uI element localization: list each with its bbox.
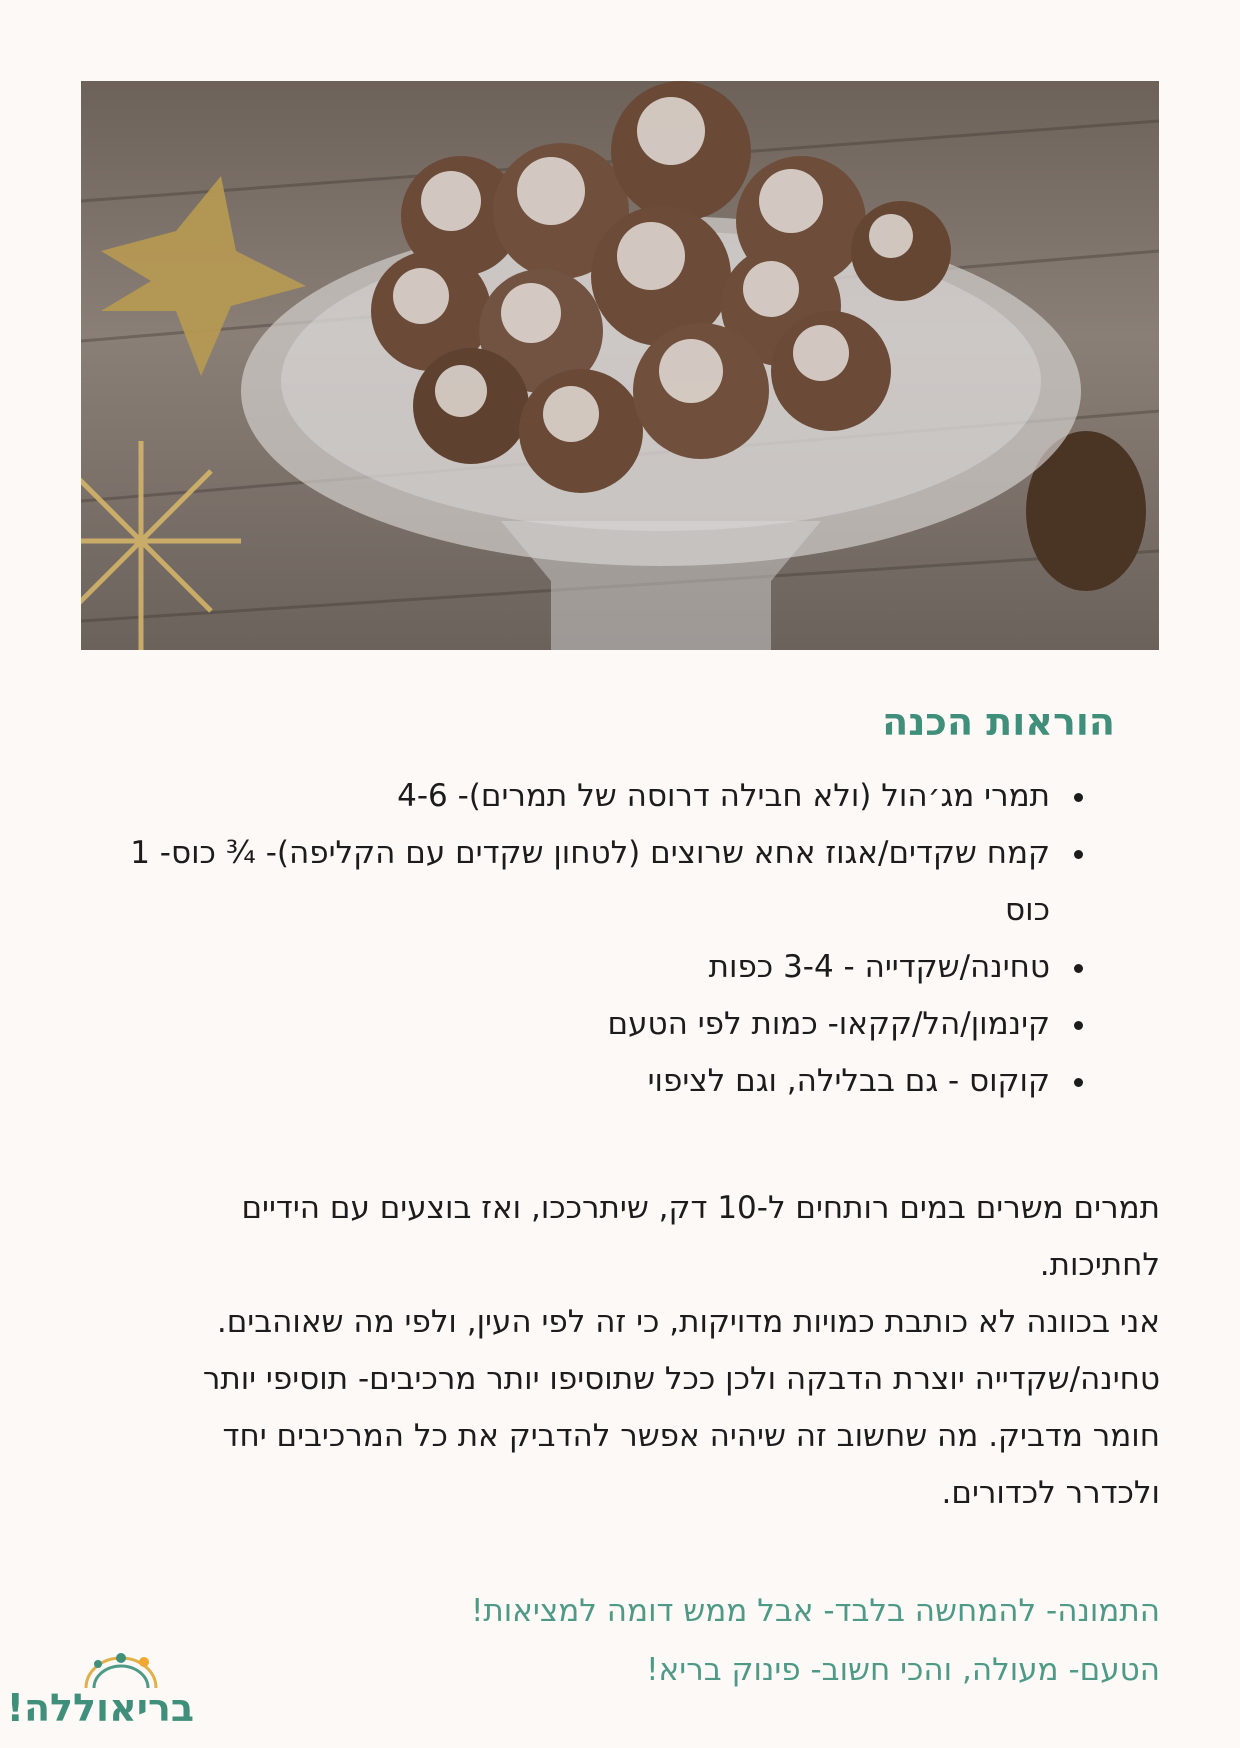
ingredients-list xyxy=(58,768,1100,1110)
list-item: • קמח שקדים/אגוז אחא שרוצים (לטחון שקדים עם הקליפה)- ¾ כוס- 1 כוס xyxy=(130,825,1058,939)
brand-logo xyxy=(6,1650,194,1730)
closing-note xyxy=(200,1582,1160,1700)
logo-text: בריאוללה! xyxy=(6,1686,194,1730)
list-item: • טחינה/שקדייה - 3-4 כפות xyxy=(58,939,1058,996)
paragraph: תמרים משרים במים רותחים ל-10 דק, שיתרככו, ואז בוצעים עם הידיים לחתיכות. xyxy=(241,1190,1160,1283)
recipe-photo xyxy=(81,81,1159,650)
note-line: הטעם- מעולה, והכי חשוב- פינוק בריא! xyxy=(646,1652,1160,1688)
list-item: • קוקוס - גם בבלילה, וגם לציפוי xyxy=(58,1053,1058,1110)
note-line: התמונה- להמחשה בלבד- אבל ממש דומה למציאות! xyxy=(470,1593,1160,1629)
instructions-text xyxy=(200,1180,1160,1522)
list-item: • קינמון/הל/קקאו- כמות לפי הטעם xyxy=(58,996,1058,1053)
paragraph: אני בכוונה לא כותבת כמויות מדויקות, כי זה לפי העין, ולפי מה שאוהבים. טחינה/שקדייה יוצרת הדבקה ולכן ככל שתוסיפו יותר מרכיבים- תוסיפי יותר חומר מדביק. מה שחשוב זה שיהיה אפשר להדביק את כל המרכיבים יחד ולכדרר לכדורים. xyxy=(202,1304,1160,1511)
list-item: • תמרי מג׳הול (ולא חבילה דרוסה של תמרים)- 4-6 xyxy=(58,768,1058,825)
section-title: הוראות הכנה xyxy=(882,700,1115,744)
rainbow-leaf-icon xyxy=(76,1650,166,1690)
coconut-date-balls-image xyxy=(81,81,1159,650)
